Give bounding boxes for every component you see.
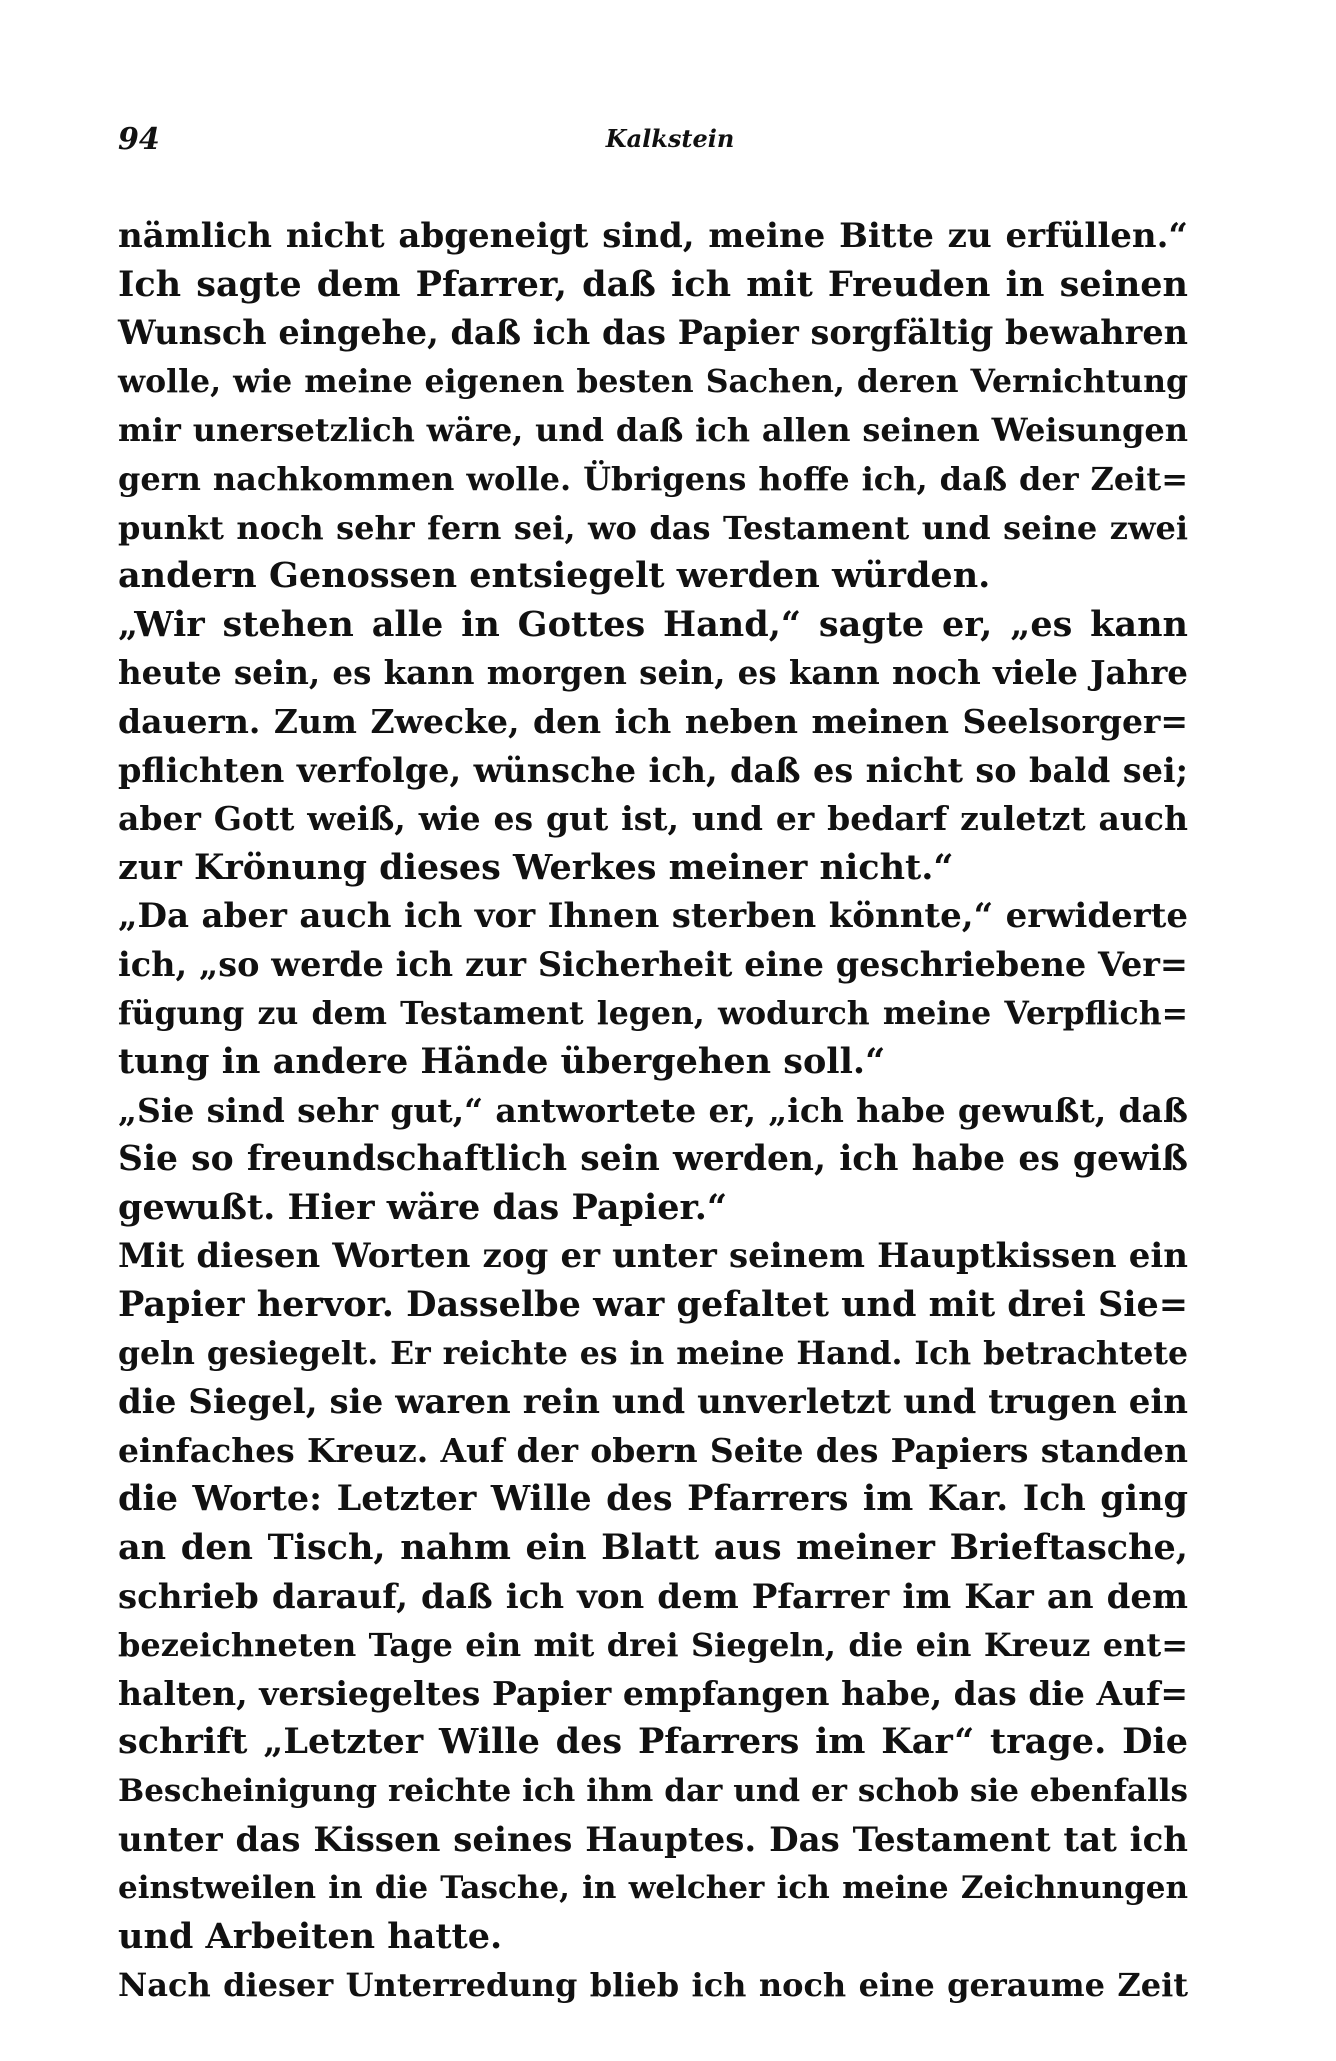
text-line: fügung zu dem Testament legen, wodurch meine Verpflich= — [118, 994, 1188, 1032]
running-title: Kalkstein — [605, 124, 735, 153]
text-line: gern nachkommen wolle. Übrigens hoffe ich, daß der Zeit= — [118, 459, 1188, 498]
text-line: unter das Kissen seines Hauptes. Das Testament tat ich — [118, 1819, 1188, 1860]
page-number: 94 — [118, 122, 160, 157]
text-line: mir unersetzlich wäre, und daß ich allen seinen Weisungen — [118, 411, 1188, 450]
text-line: „Sie sind sehr gut,“ antwortete er, „ich habe gewußt, daß — [118, 1090, 1188, 1130]
text-line: Wunsch eingehe, daß ich das Papier sorgfältig bewahren — [118, 313, 1188, 353]
text-line: zur Krönung dieses Werkes meiner nicht.“ — [118, 846, 954, 888]
text-line: Ich sagte dem Pfarrer, daß ich mit Freuden in seinen — [118, 263, 1188, 305]
text-line: einfaches Kreuz. Auf der obern Seite des Papiers standen — [118, 1430, 1188, 1470]
text-line: bezeichneten Tage ein mit drei Siegeln, die ein Kreuz ent= — [118, 1626, 1188, 1665]
text-line: Mit diesen Worten zog er unter seinem Hauptkissen ein — [118, 1236, 1188, 1277]
text-line: halten, versiegeltes Papier empfangen habe, das die Auf= — [118, 1673, 1188, 1713]
text-line: aber Gott weiß, wie es gut ist, und er bedarf zuletzt auch — [118, 799, 1188, 839]
text-line: schrieb darauf, daß ich von dem Pfarrer im Kar an dem — [118, 1576, 1188, 1617]
text-line: ich, „so werde ich zur Sicherheit eine geschriebene Ver= — [118, 944, 1188, 984]
text-line: und Arbeiten hatte. — [118, 1915, 503, 1957]
text-line: schrift „Letzter Wille des Pfarrers im Kar“ trage. Die — [118, 1721, 1188, 1763]
text-line: nämlich nicht abgeneigt sind, meine Bitte zu erfüllen.“ — [118, 216, 1188, 256]
text-line: die Worte: Letzter Wille des Pfarrers im Kar. Ich ging — [118, 1478, 1188, 1520]
text-line: Sie so freundschaftlich sein werden, ich habe es gewiß — [118, 1139, 1188, 1180]
text-line: wolle, wie meine eigenen besten Sachen, deren Vernichtung — [118, 362, 1188, 400]
text-line: an den Tisch, nahm ein Blatt aus meiner Brieftasche, — [118, 1527, 1188, 1569]
text-line: andern Genossen entsiegelt werden würden. — [118, 555, 991, 597]
text-line: dauern. Zum Zwecke, den ich neben meinen Seelsorger= — [118, 701, 1188, 741]
body-text — [118, 212, 1188, 2010]
text-line: pflichten verfolge, wünsche ich, daß es nicht so bald sei; — [118, 750, 1188, 790]
text-line: Papier hervor. Dasselbe war gefaltet und mit drei Sie= — [118, 1284, 1189, 1326]
text-line: „Da aber auch ich vor Ihnen sterben könnte,“ erwiderte — [118, 896, 1188, 937]
text-line: geln gesiegelt. Er reichte es in meine Hand. Ich betrachtete — [118, 1334, 1188, 1372]
text-line: tung in andere Hände übergehen soll.“ — [118, 1041, 886, 1083]
text-line: die Siegel, sie waren rein und unverletzt und trugen ein — [118, 1382, 1188, 1423]
text-line: „Wir stehen alle in Gottes Hand,“ sagte er, „es kann — [118, 603, 1188, 645]
text-line: einstweilen in die Tasche, in welcher ich meine Zeichnungen — [118, 1870, 1188, 1907]
text-line: Nach dieser Unterredung blieb ich noch eine geraume Zeit — [118, 1966, 1188, 2005]
text-line: heute sein, es kann morgen sein, es kann noch viele Jahre — [118, 653, 1188, 693]
text-line: gewußt. Hier wäre das Papier.“ — [118, 1186, 728, 1228]
text-line: punkt noch sehr fern sei, wo das Testament und seine zwei — [118, 508, 1188, 547]
text-line: Bescheinigung reichte ich ihm dar und er schob sie ebenfalls — [118, 1773, 1188, 1809]
